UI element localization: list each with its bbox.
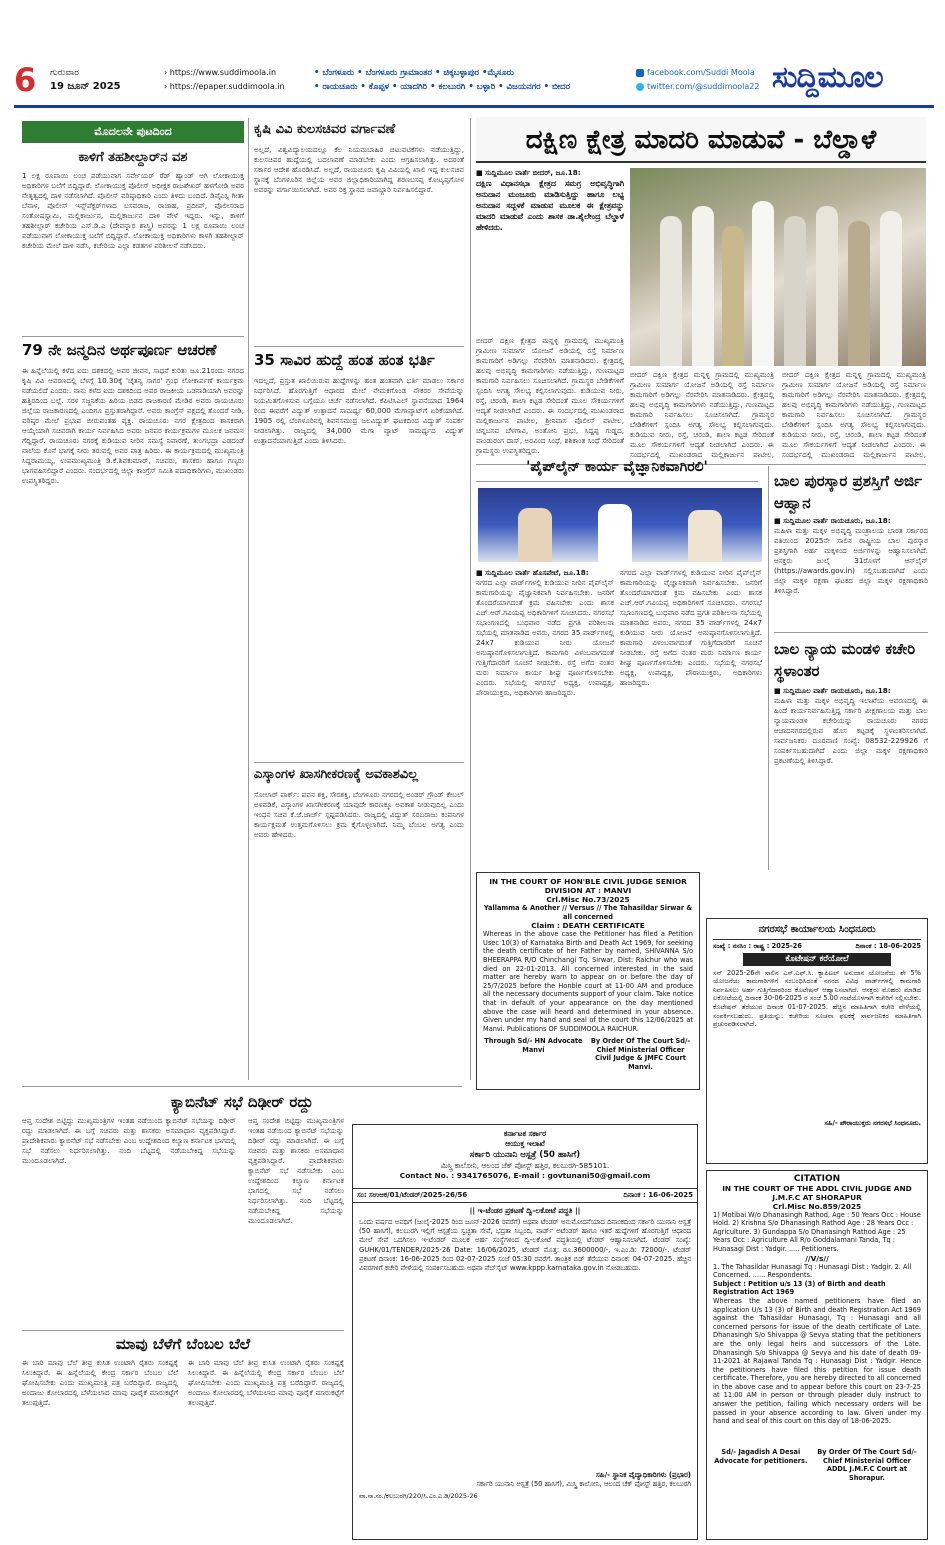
social-links	[636, 66, 759, 94]
story-body: ಸೋಲಾರ್ ಪಾರ್ಕ್: ಪವನ ಶಕ್ತಿ, ಸೌರಶಕ್ತಿ, ಬೆಂಗಳೂರು ನಗರದಲ್ಲಿ ಅಂಡರ್ ಗ್ರೌಂಡ್ ಕೇಬಲ್ ಅಳವಡಿಕೆ, ಎಸ್ಕಾಂಗಳ ಖಾಸಗೀಕರಣಕ್ಕೆ ಯಾವುದೇ ಕಾರಣಕ್ಕೂ ಅವಕಾಶ ನೀಡುವುದಿಲ್ಲ ಎಂದು ಇಂಧನ ಸಚಿವ ಕೆ.ಜೆ.ಜಾರ್ಜ್ ಸ್ಪಷ್ಟಪಡಿಸಿದರು. ರಾಜ್ಯದಲ್ಲಿ ವಿದ್ಯುತ್ ಸರಬರಾಜು ಕಂಪನಿಗಳ ಕಾರ್ಯಕ್ಷಮತೆ ಉತ್ತಮಗೊಳಿಸಲು ಕ್ರಮ ಕೈಗೊಳ್ಳಲಾಗಿದೆ. ನಿಮ್ಮ ಬೆಂಬಲ ಅಗತ್ಯ ಎಂದು ಅವರು ಹೇಳಿದರು.	[254, 790, 464, 839]
tender-ref: ಸಂ: ಸಉಆಕ/01/ಟೆಂಡರ್/2025-26/56	[357, 1191, 468, 1199]
notice-left-sig: Through Sd/- HN Advocate Manvi	[484, 1037, 583, 1054]
story-title: ಕ್ಯಾಬಿನೆಟ್ ಸಭೆ ದಿಢೀರ್ ರದ್ದು	[170, 1093, 314, 1111]
lead-lede: ದಕ್ಷಿಣ ವಿಧಾನಸಭಾ ಕ್ಷೇತ್ರದ ಸಮಗ್ರ ಅಭಿವೃದ್ಧಿಗಾಗಿ ಅನುದಾನ ಮಂಜೂರು ಮಾಡಿಸುತ್ತಿದ್ದು ಹಾಗೂ ಲಭ್ಯ ಅನುದಾನ ಸದ್ಬಳಕೆ ಮಾಡುವ ಮೂಲಕ ಈ ಕ್ಷೇತ್ರವನ್ನು ಮಾದರಿ ಮಾಡುವೆ ಎಂದು ಶಾಸಕ ಡಾ.ಶೈಲೇಂದ್ರ ಬೆಲ್ಡಾಳೆ ಹೇಳಿದರು.	[476, 179, 624, 232]
tender-office: ಸರ್ಕಾರಿ ಯುನಾನಿ ಆಸ್ಪತ್ರೆ (50 ಹಾಸಿಗೆ)	[469, 1150, 581, 1160]
story-body: ಇದಲ್ಲದೆ, ಪ್ರಸ್ತುತ ಖಾಲಿಯಿರುವ ಹುದ್ದೆಗಳನ್ನು ಹಂತ ಹಂತವಾಗಿ ಭರ್ತಿ ಮಾಡಲು ಸರ್ಕಾರ ನಿರ್ಧರಿಸಿದೆ. ಹೊರಗುತ್ತಿಗೆ ಆಧಾರದ ಮೇಲೆ ನೇಮಕಗೊಂಡ ನೌಕರರ ಸೇವೆಯನ್ನು ನಿಯಮಿತಗೊಳಿಸುವ ಬಗ್ಗೆಯೂ ಚರ್ಚೆ ನಡೆಸಲಾಗಿದೆ. ಕೆಪಿಟಿಸಿಎಲ್ ಸ್ಥಾಪನೆಯಾದ 1964 ರಿಂದ ಈವರೆಗೆ ವಿದ್ಯುತ್ ಉತ್ಪಾದನೆ ಸಾಮರ್ಥ್ಯ 60,000 ಮೆಗಾವ್ಯಾಟ್‌ಗೆ ಏರಿಕೆಯಾಗಿದೆ. 1905 ರಲ್ಲಿ ಬೆಂಗಳೂರಿನಲ್ಲಿ ಶಿವನಸಮುದ್ರ ಜಲವಿದ್ಯುತ್ ಘಟಕದಿಂದ ವಿದ್ಯುತ್ ಸಂಪರ್ಕ ನೀಡಲಾಗಿತ್ತು. ರಾಜ್ಯದಲ್ಲಿ 34,000 ಮೆಗಾ ವ್ಯಾಟ್ ಸಾಮರ್ಥ್ಯದ ವಿದ್ಯುತ್ ಉತ್ಪಾದನೆಯಾಗುತ್ತಿದೆ ಎಂದು ತಿಳಿಸಿದರು.	[254, 376, 464, 445]
lead-story-intro	[476, 168, 624, 326]
court-headline: ಬಾಲ ನ್ಯಾಯ ಮಂಡಳಿ ಕಚೇರಿ ಸ್ಥಳಾಂತರ	[774, 640, 916, 680]
notice-title: CITATION	[793, 1174, 841, 1184]
divider	[22, 1086, 462, 1087]
tender-body: ಒಂದು ವರ್ಷದ ಅವಧಿಗೆ (ಜುಲೈ-2025 ರಿಂದ ಜೂನ್-2026 ರವರೆಗೆ) ಅಥವಾ ಟೆಂಡರ್ ಅನುಮೋದನೆಯಾದ ದಿನಾಂಕದಿಂದ ಸರ್ಕಾರಿ ಯುನಾನಿ ಆಸ್ಪತ್ರೆ (50 ಹಾಸಿಗೆ), ಕಲಬುರಗಿ ಇಲ್ಲಿಗೆ ಆಸ್ಪತ್ರೆಯ ಸ್ವಚ್ಛತಾ ಸೇವೆ, ಭದ್ರತಾ ಸಿಬ್ಬಂದಿ, ವಾರ್ಡ್ ಅಟೆಂಡರ್ ಹಾಗೂ ಇತರೆ ಹುದ್ದೆಗಳಿಗೆ ಹೊರಗುತ್ತಿಗೆ ಆಧಾರದ ಮೇಲೆ ಸೇವೆ ಒದಗಿಸಲು ಇ-ಟೆಂಡರ್ ಮೂಲಕ ಅರ್ಹ ಸಂಸ್ಥೆಗಳಿಂದ ದ್ವಿ-ಲಕೋಟೆ ಪದ್ಧತಿಯಲ್ಲಿ ಟೆಂಡರ್ ಆಹ್ವಾನಿಸಲಾಗಿದೆ. ಟೆಂಡರ್ ಸಂಖ್ಯೆ: GUHK/01/TENDER/2025-26 Date: 16/06/2025, ಟೆಂಡರ್ ಮೊತ್ತ: ರೂ.3600000/-, ಇ.ಎಂ.ಡಿ: 72000/-. ಟೆಂಡರ್ ಪ್ರಕಟಣೆ ದಿನಾಂಕ: 16-06-2025 ರಿಂದ 02-07-2025 ಸಂಜೆ 05:30 ರವರೆಗೆ. ತಾಂತ್ರಿಕ ಬಿಡ್ ತೆರೆಯುವ ದಿನಾಂಕ: 04-07-2025. ಹೆಚ್ಚಿನ ವಿವರಗಳಿಗೆ ಕಚೇರಿ ವೇಳೆಯಲ್ಲಿ ಸಂಪರ್ಕಿಸಬಹುದು ಅಥವಾ ವೆಬ್‌ಸೈಟ್ www.kppp.karnataka.gov.in ನೋಡಬಹುದು.	[359, 1218, 691, 1273]
notice-body: ಸನ್ 2025-26ನೇ ಸಾಲಿನ ಎಸ್.ಎಫ್.ಸಿ. ಕ್ಯಾಪಿಟಲ್ ಅನುದಾನ ಯೋಜನೆಯ ಶೇ 5% ಯೋಜನೆಯ ಕಾಮಗಾರಿಗಳಿಗೆ ಸಂಬಂಧಿಸಿದಂತೆ ನಗರದ ವಿವಿಧ ವಾರ್ಡ್‌ಗಳಲ್ಲಿ ಕಾಮಗಾರಿ ನಿರ್ವಹಿಸಲು ಅರ್ಹ ಗುತ್ತಿಗೆದಾರರಿಂದ ಕೊಟೇಷನ್ ಆಹ್ವಾನಿಸಲಾಗಿದೆ. ಆಸಕ್ತರು ಮೊಹರು ಮಾಡಿದ ಲಕೋಟೆಯಲ್ಲಿ ದಿನಾಂಕ 30-06-2025 ರ ಸಂಜೆ 5.00 ಗಂಟೆಯೊಳಗಾಗಿ ಕಚೇರಿಗೆ ಸಲ್ಲಿಸಬೇಕು. ಕೊಟೇಷನ್ ತೆರೆಯುವ ದಿನಾಂಕ 01-07-2025. ಹೆಚ್ಚಿನ ಮಾಹಿತಿಗಾಗಿ ಕಚೇರಿ ವೇಳೆಯಲ್ಲಿ ಸಂಪರ್ಕಿಸಬಹುದು. ಪ್ರತಿಯನ್ನು: ಕಚೇರಿಯ ಸೂಚನಾ ಫಲಕಕ್ಕೆ ಸಾರ್ವಜನಿಕರ ಮಾಹಿತಿಗಾಗಿ ಪ್ರಚುರಪಡಿಸಲಾಗಿದೆ.	[713, 968, 921, 1029]
tender-address: ಮಿಸ್ತ್ರಿ ಕಾಲೋನಿ, ಆಲಂದ ಚೆಕ್ ಪೋಸ್ಟ್ ಹತ್ತಿರ, ಕಲಬುರಗಿ-585101.	[440, 1161, 610, 1170]
masthead-rule	[14, 105, 934, 108]
story-tahsildar	[22, 149, 244, 343]
story-title: ಕಾಳಿಗೆ ತಹಶೀಲ್ದಾರ್‌ನ ವಶ	[78, 150, 188, 165]
pipeline-body-2: ನಗರದ ಎಲ್ಲಾ ವಾರ್ಡ್‌ಗಳಲ್ಲಿ ಕುಡಿಯುವ ನೀರಿನ ಪೈಪ್‌ಲೈನ್ ಕಾಮಗಾರಿಯನ್ನು ವೈಜ್ಞಾನಿಕವಾಗಿ ನಿರ್ವಹಿಸಬೇಕು. ಜನರಿಗೆ ತೊಂದರೆಯಾಗದಂತೆ ಕ್ರಮ ವಹಿಸಬೇಕು ಎಂದು ಶಾಸಕ ಎಚ್.ಆರ್.ಗವಿಯಪ್ಪ ಅಧಿಕಾರಿಗಳಿಗೆ ಸೂಚಿಸಿದರು. ನಗರಸಭೆ ಸಭಾಂಗಣದಲ್ಲಿ ಬುಧವಾರ ನಡೆದ ಪ್ರಗತಿ ಪರಿಶೀಲನಾ ಸಭೆಯಲ್ಲಿ ಮಾತನಾಡಿದ ಅವರು, ನಗರದ 35 ವಾರ್ಡ್‌ಗಳಲ್ಲಿ 24x7 ಕುಡಿಯುವ ನೀರು ಯೋಜನೆ ಅನುಷ್ಠಾನಗೊಳಿಸಲಾಗುತ್ತಿದೆ. ಕಾಮಗಾರಿ ವಿಳಂಬವಾಗದಂತೆ ಗುತ್ತಿಗೆದಾರರಿಗೆ ಸೂಚನೆ ನೀಡಬೇಕು. ರಸ್ತೆ ಅಗೆದ ನಂತರ ಮರು ನಿರ್ಮಾಣ ಕಾರ್ಯ ಶೀಘ್ರ ಪೂರ್ಣಗೊಳಿಸಬೇಕು ಎಂದರು. ಸಭೆಯಲ್ಲಿ ನಗರಸಭೆ ಅಧ್ಯಕ್ಷ, ಉಪಾಧ್ಯಕ್ಷ, ಪೌರಾಯುಕ್ತರು, ಅಧಿಕಾರಿಗಳು ಹಾಜರಿದ್ದರು.	[620, 568, 762, 687]
story-body-mango-1: ಈ ಬಾರಿ ಮಾವು ಬೆಲೆ ತೀವ್ರ ಕುಸಿತ ಉಂಟಾಗಿ ರೈತರು ಸಂಕಷ್ಟಕ್ಕೆ ಸಿಲುಕಿದ್ದಾರೆ. ಈ ಹಿನ್ನೆಲೆಯಲ್ಲಿ ಕೇಂದ್ರ ಸರ್ಕಾರ ಬೆಂಬಲ ಬೆಲೆ ಘೋಷಿಸಬೇಕು ಎಂದು ಮುಖ್ಯಮಂತ್ರಿ ಪತ್ರ ಬರೆದಿದ್ದಾರೆ. ರಾಜ್ಯದಲ್ಲಿ ಅಂದಾಜು ಕೋಲಾರದಲ್ಲಿ ಬೆಳೆಯಲಾದ ಮಾವು ಪೂರೈಕೆ ಮಾರುಕಟ್ಟೆಗೆ ತಲುಪುತ್ತಿದೆ.	[22, 1358, 178, 1407]
pipeline-headline: 'ಪೈಪ್‌ಲೈನ್ ಕಾರ್ಯ ವೈಜ್ಞಾನಿಕವಾಗಿರಲಿ'	[476, 452, 758, 482]
notice-subject: Subject : Petition u/s 13 (3) of Birth and death Registration Act 1969	[713, 1279, 886, 1297]
story-body: ಅಲ್ಲದೆ, ವಿಶ್ವವಿದ್ಯಾಲಯದಲ್ಲೂ ಕೆಲ ನಿಯಮಬಾಹಿರ ಚಟುವಟಿಕೆಗಳು ನಡೆಯುತ್ತಿದ್ದು, ಕುಲಸಚಿವರ ಹುದ್ದೆಯಲ್ಲಿ ಬದಲಾವಣೆ ಮಾಡಬೇಕು ಎಂದು ಆಗ್ರಹಿಸಲಾಗಿತ್ತು. ಅದರಂತೆ ಸರ್ಕಾರ ಆದೇಶ ಹೊರಡಿಸಿದೆ. ಅಲ್ಲದೆ, ರಾಯಚೂರು ಕೃಷಿ ವಿವಿಯಲ್ಲಿ ಖಾಲಿ ಇದ್ದ ಕುಲಸಚಿವ ಸ್ಥಾನಕ್ಕೆ ಬೆಂಗಳೂರಿನ ಜಿಲ್ಲೆಯ ಅವರ ಜಿಲ್ಲಾಧಿಕಾರಿಯಾಗಿದ್ದ ಶರಣಬಸಪ್ಪ ಕೋಟ್ಯಪ್ಪಗೋಳ ಅವರನ್ನು ವರ್ಗಾಯಿಸಲಾಗಿದೆ. ಅವರ ರಿಕ್ತ ಸ್ಥಾನದ ಜವಾಬ್ದಾರಿ ನಿರ್ವಹಿಸಲಿದ್ದಾರೆ.	[254, 145, 464, 194]
notice-left-sig: Sd/- Jagadish A Desai Advocate for petitioners.	[714, 1447, 808, 1465]
lead-headline: ದಕ್ಷಿಣ ಕ್ಷೇತ್ರ ಮಾದರಿ ಮಾಡುವೆ - ಬೆಲ್ಡಾಳೆ	[476, 117, 926, 163]
story-body: ಈ ಹಿನ್ನೆಲೆಯಲ್ಲಿ ಕಳೆದ ಐದು ದಶಕದಲ್ಲಿ ಅವರ ಜೀವನ, ಸಾಧನೆ ಕುರಿತು ಜೂ.21ರಂದು ನಗರದ ಕೃಷಿ ವಿವಿ ಆವರಣದಲ್ಲಿ ಬೆಳಗ್ಗೆ 10.30ಕ್ಕೆ 'ಚೈತನ್ಯ ಸಾಗರ' ಗ್ರಂಥ ಲೋಕಾರ್ಪಣೆ ಕಾರ್ಯಕ್ರಮ ನಡೆಯಲಿದೆ ಎಂದರು. ನಾನು ಕಳೆದ ಐದು ದಶಕದಿಂದ ಅವರ ರಾಜಕೀಯ ಒಡನಾಡಿಯಾಗಿ ಅವರನ್ನು ಹತ್ತಿರದಿಂದ ಬಲ್ಲೆ. ಸರಳ ಸಜ್ಜನಿಕೆಯ ಹಿರಿಯ ಬಿಡದ ರಾಜಕಾರಣಿ ಮೇಡಿರ ಅವರು ರಾಯಚೂರು ಜಿಲ್ಲೆಯ ರಾಜಕಾರಣದಲ್ಲಿ ಎಂದಿಗೂ ಪ್ರಸ್ತುತರಾಗಿದ್ದಾರೆ. ಅವರು ಕಾಂಗ್ರೆಸ್ ಪಕ್ಷದಲ್ಲಿ ತೊಂದರೆ ನೀಡಿ, ವರಿಷ್ಠರ ಮೇಲೆ ಪ್ರಭಾವ ಬೀರುವಂತಹ ವ್ಯಕ್ತಿ. ರಾಯಚೂರು ನಗರ ಕ್ಷೇತ್ರದಿಂದ ಶಾಸಕರಾಗಿ ಆಯ್ಕೆಯಾಗಿ ಸಚಿವರಾಗಿ ಕಾರ್ಯ ನಿರ್ವಹಿಸಿದ ಅವರು ಜನಪರ ಕಾರ್ಯಕ್ರಮಗಳ ಮೂಲಕ ಜನಮನ ಗೆದ್ದಿದ್ದಾರೆ. ರಾಯಚೂರು ನಗರಕ್ಕೆ ಕುಡಿಯುವ ನೀರಿನ ಸಮಸ್ಯೆ ನಿವಾರಣೆ, ತುಂಗಭದ್ರಾ ಎಡದಂಡೆ ನಾಲೆಯ ಕೊನೆ ಭಾಗಕ್ಕೆ ನೀರು ತರುವಲ್ಲಿ ಅವರ ಪಾತ್ರ ಹಿರಿದು. ಈ ಕಾರ್ಯಕ್ರಮದಲ್ಲಿ ಮುಖ್ಯಮಂತ್ರಿ ಸಿದ್ದರಾಮಯ್ಯ, ಉಪಮುಖ್ಯಮಂತ್ರಿ ಡಿ.ಕೆ.ಶಿವಕುಮಾರ್, ಸಚಿವರು, ಶಾಸಕರು ಹಾಗೂ ಗಣ್ಯರು ಭಾಗವಹಿಸಲಿದ್ದಾರೆ ಎಂದರು. ಸಂದರ್ಭದಲ್ಲಿ ಜಿಲ್ಲಾ ಕಾಂಗ್ರೆಸ್ ಸಮಿತಿ ಪದಾಧಿಕಾರಿಗಳು, ಮುಖಂಡರು ಉಪಸ್ಥಿತರಿದ್ದರು.	[22, 366, 244, 485]
column-divider	[248, 118, 249, 1080]
epaper-link[interactable]: › https://epaper.suddimoola.in	[164, 82, 285, 91]
column-divider	[470, 118, 471, 1080]
notice-parties: Yallamma & Another // Versus // The Tahasildar Sirwar & all concerned	[483, 904, 693, 921]
lead-dateline: ■ ಸುದ್ದಿಮೂಲ ವಾರ್ತೆ ಬೀದರ್, ಜೂ.18:	[476, 168, 581, 177]
story-title: ಕೃಷಿ ವಿವಿ ಕುಲಸಚಿವರ ವರ್ಗಾವಣೆ	[254, 122, 396, 137]
story-title: 79 ನೇ ಜನ್ಮದಿನ ಅರ್ಥಪೂರ್ಣ ಆಚರಣೆ	[22, 341, 217, 359]
story-cabinet	[22, 1092, 462, 1112]
notice-sign: ಸಹಿ/- ಪೌರಾಯುಕ್ತರು ನಗರಸಭೆ ಸಿಂಧನೂರು.	[824, 1118, 921, 1127]
lead-body-2: ಬೀದರ್ ದಕ್ಷಿಣ ಕ್ಷೇತ್ರದ ಮನ್ನಳ್ಳಿ ಗ್ರಾಮದಲ್ಲಿ ಮುಖ್ಯಮಂತ್ರಿ ಗ್ರಾಮೀಣ ಸುಮಾರ್ಗ ಯೋಜನೆ ಅಡಿಯಲ್ಲಿ ರಸ್ತೆ ನಿರ್ಮಾಣ ಕಾಮಗಾರಿಗೆ ಅಡಿಗಲ್ಲು ನೆರವೇರಿಸಿ ಮಾತನಾಡಿದರು. ಕ್ಷೇತ್ರದಲ್ಲಿ ಹಲವು ಅಭಿವೃದ್ಧಿ ಕಾಮಗಾರಿಗಳು ನಡೆಯುತ್ತಿದ್ದು, ಗುಣಮಟ್ಟದ ಕಾಮಗಾರಿ ನಿರ್ವಹಿಸಲು ಸೂಚಿಸಲಾಗಿದೆ. ಗ್ರಾಮಸ್ಥರ ಬೇಡಿಕೆಗಳಿಗೆ ಸ್ಪಂದಿಸಿ ಅಗತ್ಯ ಸೌಲಭ್ಯ ಕಲ್ಪಿಸಲಾಗುವುದು. ಕುಡಿಯುವ ನೀರು, ರಸ್ತೆ, ಚರಂಡಿ, ಶಾಲಾ ಕಟ್ಟಡ ಸೇರಿದಂತೆ ಮೂಲ ಸೌಕರ್ಯಗಳಿಗೆ ಆದ್ಯತೆ ನೀಡಲಾಗಿದೆ ಎಂದರು. ಈ ಸಂದರ್ಭದಲ್ಲಿ ಮುಖಂಡರಾದ ಮಲ್ಲಿಕಾರ್ಜುನ ಪಾಟೀಲ,	[630, 370, 774, 459]
notice-claim: Claim : DEATH CERTIFICATE	[531, 921, 645, 931]
story-body-cabinet-1: ಆಪ್ತ ಸಂದೇಶ ಬಿಟ್ಟಿದ್ದು ಮುಖ್ಯಮಂತ್ರಿಗಳ ಇಂತಹ ನಡೆಯಿಂದ ಕ್ಯಾಬಿನೆಟ್ ಸಭೆಯನ್ನು ದಿಢೀರ್ ರದ್ದು ಮಾಡಲಾಗಿದೆ. ಈ ಬಗ್ಗೆ ಸಚಿವರು ಮತ್ತು ಶಾಸಕರು ಅಸಮಾಧಾನ ವ್ಯಕ್ತಪಡಿಸಿದ್ದಾರೆ. ಪ್ರಾದೇಶಿಕವಾರು ಕ್ಯಾಬಿನೆಟ್ ಸಭೆ ನಡೆಸಬೇಕು ಎಂಬ ಉದ್ದೇಶದಿಂದ ಕಲ್ಯಾಣ ಕರ್ನಾಟಕ ಭಾಗದಲ್ಲಿ ಸಭೆ ನಡೆಸಲು ನಿರ್ಧರಿಸಲಾಗಿತ್ತು. ನಂದಿ ಬೆಟ್ಟದಲ್ಲಿ ನಡೆಯಬೇಕಿದ್ದ ಸಭೆಯನ್ನು ಮುಂದೂಡಲಾಗಿದೆ.	[22, 1116, 236, 1165]
notice-case: Crl.Misc No.73/2025	[546, 895, 630, 904]
notice-manvi	[476, 872, 700, 1090]
tender-date: ದಿನಾಂಕ : 16-06-2025	[623, 1191, 693, 1199]
notice-body: Whereas the above named petitioners have filed an application U/s 13 (3) of Birth and death Registration Act 1969 against the Tahasildar Hunasagi, Tq : Hunasagi and all concerned persons for issue of the death certificate of Late. Dhanasingh S/o Shivappa @ Sevya stating that the petitioners are the only legal heirs and successors of the Late. Dhanasingh S/o Shivappa @ Sevya and his date of death 09-11-2021 at Rajawal Tanda Tq : Hunasagi Dist : Yadgir. Hence the petitioners have filed this petition for issue death certificate. Therefore, you are hereby directed to all concerned in the above case and to appear before this court on 23-7-25 at 11:00 AM in person or through pleader duly instruct to answer the petition, failing which necessary orders will be passed in your absence according to law. Given under my hand and seal of this court on this day of 18-06-2025.	[713, 1296, 921, 1426]
court-body: ಮಹಿಳಾ ಮತ್ತು ಮಕ್ಕಳ ಅಭಿವೃದ್ಧಿ ಇಲಾಖೆಯ ಆವರಣದಲ್ಲಿ ಈ ಹಿಂದೆ ಕಾರ್ಯನಿರ್ವಹಿಸುತ್ತಿದ್ದ ಸರ್ಕಾರಿ ವೀಕ್ಷಣಾಲಯ ಮತ್ತು ಬಾಲ ನ್ಯಾಯಮಂಡಳಿ ಕಚೇರಿಯನ್ನು ರಾಯಚೂರು ನಗರದ ಆಜಾದನಗರದಲ್ಲಿರುವ ಹೊಸ ಕಟ್ಟಡಕ್ಕೆ ಸ್ಥಳಾಂತರಿಸಲಾಗಿದೆ. ಸಾರ್ವಜನಿಕರು ದೂರವಾಣಿ ಸಂಖ್ಯೆ: 08532-229926 ಗೆ ಸಂಪರ್ಕಿಸಬಹುದಾಗಿದೆ ಎಂದು ಜಿಲ್ಲಾ ಮಕ್ಕಳ ರಕ್ಷಣಾಧಿಕಾರಿ ಪ್ರಕಟಣೆಯಲ್ಲಿ ತಿಳಿಸಿದ್ದಾರೆ.	[774, 696, 928, 765]
divider	[22, 1330, 344, 1331]
tender-subject: || ಇ-ಟೆಂಡರ ಪ್ರಕಟಣೆ ದ್ವಿ-ಲಕೋಟೆ ಪದ್ಧತಿ ||	[469, 1206, 581, 1215]
page-number: 6	[14, 61, 37, 99]
pipeline-photo	[478, 488, 762, 562]
award-body: ಮಹಿಳಾ ಮತ್ತು ಮಕ್ಕಳ ಅಭಿವೃದ್ಧಿ ಮಂತ್ರಾಲಯ ಭಾರತ ಸರ್ಕಾರದ ವತಿಯಿಂದ 2025ನೇ ಸಾಲಿನ ರಾಷ್ಟ್ರೀಯ ಬಾಲ ಪುರಸ್ಕಾರ ಪ್ರಶಸ್ತಿಗಾಗಿ ಅರ್ಹ ಮಕ್ಕಳಿಂದ ಅರ್ಜಿಗಳನ್ನು ಆಹ್ವಾನಿಸಲಾಗಿದೆ. ಆಸಕ್ತರು ಜುಲೈ 31ರೊಳಗೆ ಆನ್‌ಲೈನ್ (https://awards.gov.in) ಸಲ್ಲಿಸಬಹುದಾಗಿದೆ ಎಂದು ಜಿಲ್ಲಾ ಮಕ್ಕಳ ರಕ್ಷಣಾ ಘಟಕದ ಜಿಲ್ಲಾ ಮಕ್ಕಳ ರಕ್ಷಣಾಧಿಕಾರಿ ತಿಳಿಸಿದ್ದಾರೆ.	[774, 526, 928, 595]
tender-gov: ಕರ್ನಾಟಕ ಸರ್ಕಾರ	[503, 1129, 547, 1138]
notice-court: IN THE COURT OF THE ADDL CIVIL JUDGE AND J.M.F.C AT SHORAPUR	[722, 1183, 912, 1202]
notice-sindhanur	[706, 918, 928, 1164]
tender-sign-title: ಸಹಿ/- ಸ್ಥಾನಿಕ ವೈದ್ಯಾಧಿಕಾರಿಗಳು (ಪ್ರಭಾರ)	[596, 1471, 691, 1479]
notice-shorapur	[706, 1170, 928, 1540]
facebook-icon	[636, 69, 644, 77]
notice-sub: ಕೊಟೇಷನ್ ಕರೆಯೋಲೆ	[743, 953, 891, 966]
story-title: 35 ಸಾವಿರ ಹುದ್ದೆ ಹಂತ ಹಂತ ಭರ್ತಿ	[254, 351, 435, 369]
tender-contact: Contact No. : 9341765076, E-mail : govtunani50@gmail.com	[399, 1171, 651, 1180]
story-escom	[254, 766, 464, 1082]
divider	[774, 632, 928, 633]
date: 19 ಜೂನ್ 2025	[50, 81, 121, 92]
divider	[22, 336, 244, 337]
section-banner: ಮೊದಲನೇ ಪುಟದಿಂದ	[22, 121, 244, 143]
lead-body-1: ಬೀದರ್ ದಕ್ಷಿಣ ಕ್ಷೇತ್ರದ ಮನ್ನಳ್ಳಿ ಗ್ರಾಮದಲ್ಲಿ ಮುಖ್ಯಮಂತ್ರಿ ಗ್ರಾಮೀಣ ಸುಮಾರ್ಗ ಯೋಜನೆ ಅಡಿಯಲ್ಲಿ ರಸ್ತೆ ನಿರ್ಮಾಣ ಕಾಮಗಾರಿಗೆ ಅಡಿಗಲ್ಲು ನೆರವೇರಿಸಿ ಮಾತನಾಡಿದರು. ಕ್ಷೇತ್ರದಲ್ಲಿ ಹಲವು ಅಭಿವೃದ್ಧಿ ಕಾಮಗಾರಿಗಳು ನಡೆಯುತ್ತಿದ್ದು, ಗುಣಮಟ್ಟದ ಕಾಮಗಾರಿ ನಿರ್ವಹಿಸಲು ಸೂಚಿಸಲಾಗಿದೆ. ಗ್ರಾಮಸ್ಥರ ಬೇಡಿಕೆಗಳಿಗೆ ಸ್ಪಂದಿಸಿ ಅಗತ್ಯ ಸೌಲಭ್ಯ ಕಲ್ಪಿಸಲಾಗುವುದು. ಕುಡಿಯುವ ನೀರು, ರಸ್ತೆ, ಚರಂಡಿ, ಶಾಲಾ ಕಟ್ಟಡ ಸೇರಿದಂತೆ ಮೂಲ ಸೌಕರ್ಯಗಳಿಗೆ ಆದ್ಯತೆ ನೀಡಲಾಗಿದೆ ಎಂದರು. ಈ ಸಂದರ್ಭದಲ್ಲಿ ಮುಖಂಡರಾದ ಮಲ್ಲಿಕಾರ್ಜುನ ಪಾಟೀಲ, ಶ್ರೀನಿವಾಸ ಪೊಲೀಸ್ ಪಾಟೀಲ, ಚನ್ನಬಸವ ಬೆಳಗಾವಿ, ಅಂತೋನಿ ಪ್ರಭು, ಸಿದ್ದಪ್ಪ ಗುಡ್ಡದ, ಪಾಂಡುರಂಗ ದಾಸ್, ಅರವಿಂದ ಸಿಂಧೆ, ಶಶಿಕಾಂತ ಸಿಂಧೆ ಸೇರಿದಂತೆ ಗ್ರಾಮಸ್ಥರು ಉಪಸ್ಥಿತರಿದ್ದರು.	[476, 336, 624, 455]
story-body-cabinet-2: ಆಪ್ತ ಸಂದೇಶ ಬಿಟ್ಟಿದ್ದು ಮುಖ್ಯಮಂತ್ರಿಗಳ ಇಂತಹ ನಡೆಯಿಂದ ಕ್ಯಾಬಿನೆಟ್ ಸಭೆಯನ್ನು ದಿಢೀರ್ ರದ್ದು ಮಾಡಲಾಗಿದೆ. ಈ ಬಗ್ಗೆ ಸಚಿವರು ಮತ್ತು ಶಾಸಕರು ಅಸಮಾಧಾನ ವ್ಯಕ್ತಪಡಿಸಿದ್ದಾರೆ. ಪ್ರಾದೇಶಿಕವಾರು ಕ್ಯಾಬಿನೆಟ್ ಸಭೆ ನಡೆಸಬೇಕು ಎಂಬ ಉದ್ದೇಶದಿಂದ ಕಲ್ಯಾಣ ಕರ್ನಾಟಕ ಭಾಗದಲ್ಲಿ ಸಭೆ ನಡೆಸಲು ನಿರ್ಧರಿಸಲಾಗಿತ್ತು. ನಂದಿ ಬೆಟ್ಟದಲ್ಲಿ ನಡೆಯಬೇಕಿದ್ದ ಸಭೆಯನ್ನು ಮುಂದೂಡಲಾಗಿದೆ.	[248, 1116, 344, 1225]
notice-respondents: 1. The Tahasildar Hunasagi Tq : Hunasagi Dist : Yadgir. 2. All Concerned. ...... Respondents.	[713, 1262, 912, 1280]
lead-body-3: ಬೀದರ್ ದಕ್ಷಿಣ ಕ್ಷೇತ್ರದ ಮನ್ನಳ್ಳಿ ಗ್ರಾಮದಲ್ಲಿ ಮುಖ್ಯಮಂತ್ರಿ ಗ್ರಾಮೀಣ ಸುಮಾರ್ಗ ಯೋಜನೆ ಅಡಿಯಲ್ಲಿ ರಸ್ತೆ ನಿರ್ಮಾಣ ಕಾಮಗಾರಿಗೆ ಅಡಿಗಲ್ಲು ನೆರವೇರಿಸಿ ಮಾತನಾಡಿದರು. ಕ್ಷೇತ್ರದಲ್ಲಿ ಹಲವು ಅಭಿವೃದ್ಧಿ ಕಾಮಗಾರಿಗಳು ನಡೆಯುತ್ತಿದ್ದು, ಗುಣಮಟ್ಟದ ಕಾಮಗಾರಿ ನಿರ್ವಹಿಸಲು ಸೂಚಿಸಲಾಗಿದೆ. ಗ್ರಾಮಸ್ಥರ ಬೇಡಿಕೆಗಳಿಗೆ ಸ್ಪಂದಿಸಿ ಅಗತ್ಯ ಸೌಲಭ್ಯ ಕಲ್ಪಿಸಲಾಗುವುದು. ಕುಡಿಯುವ ನೀರು, ರಸ್ತೆ, ಚರಂಡಿ, ಶಾಲಾ ಕಟ್ಟಡ ಸೇರಿದಂತೆ ಮೂಲ ಸೌಕರ್ಯಗಳಿಗೆ ಆದ್ಯತೆ ನೀಡಲಾಗಿದೆ ಎಂದರು. ಈ ಸಂದರ್ಭದಲ್ಲಿ ಮುಖಂಡರಾದ ಮಲ್ಲಿಕಾರ್ಜುನ ಪಾಟೀಲ,	[782, 370, 926, 459]
divider	[254, 346, 464, 347]
tender-dept: ಆಯುಕ್ತ ಇಲಾಖೆ	[505, 1139, 545, 1148]
pipeline-body-1: ನಗರದ ಎಲ್ಲಾ ವಾರ್ಡ್‌ಗಳಲ್ಲಿ ಕುಡಿಯುವ ನೀರಿನ ಪೈಪ್‌ಲೈನ್ ಕಾಮಗಾರಿಯನ್ನು ವೈಜ್ಞಾನಿಕವಾಗಿ ನಿರ್ವಹಿಸಬೇಕು. ಜನರಿಗೆ ತೊಂದರೆಯಾಗದಂತೆ ಕ್ರಮ ವಹಿಸಬೇಕು ಎಂದು ಶಾಸಕ ಎಚ್.ಆರ್.ಗವಿಯಪ್ಪ ಅಧಿಕಾರಿಗಳಿಗೆ ಸೂಚಿಸಿದರು. ನಗರಸಭೆ ಸಭಾಂಗಣದಲ್ಲಿ ಬುಧವಾರ ನಡೆದ ಪ್ರಗತಿ ಪರಿಶೀಲನಾ ಸಭೆಯಲ್ಲಿ ಮಾತನಾಡಿದ ಅವರು, ನಗರದ 35 ವಾರ್ಡ್‌ಗಳಲ್ಲಿ 24x7 ಕುಡಿಯುವ ನೀರು ಯೋಜನೆ ಅನುಷ್ಠಾನಗೊಳಿಸಲಾಗುತ್ತಿದೆ. ಕಾಮಗಾರಿ ವಿಳಂಬವಾಗದಂತೆ ಗುತ್ತಿಗೆದಾರರಿಗೆ ಸೂಚನೆ ನೀಡಬೇಕು. ರಸ್ತೆ ಅಗೆದ ನಂತರ ಮರು ನಿರ್ಮಾಣ ಕಾರ್ಯ ಶೀಘ್ರ ಪೂರ್ಣಗೊಳಿಸಬೇಕು ಎಂದರು. ಸಭೆಯಲ್ಲಿ ನಗರಸಭೆ ಅಧ್ಯಕ್ಷ, ಉಪಾಧ್ಯಕ್ಷ, ಪೌರಾಯುಕ್ತರು, ಅಧಿಕಾರಿಗಳು ಹಾಜರಿದ್ದರು.	[476, 578, 614, 697]
issue-date	[50, 66, 121, 94]
district-list	[314, 66, 570, 94]
lead-photo	[630, 168, 926, 366]
notice-right-sig: By Order Of The Court Sd/- Chief Ministerial Officer Civil Judge & JMFC Court Manvi.	[590, 1037, 691, 1071]
notice-case: Crl.Misc No.859/2025	[772, 1201, 862, 1211]
newspaper-logo: ಸುದ್ದಿಮೂಲ	[772, 60, 883, 95]
story-body-mango-2: ಈ ಬಾರಿ ಮಾವು ಬೆಲೆ ತೀವ್ರ ಕುಸಿತ ಉಂಟಾಗಿ ರೈತರು ಸಂಕಷ್ಟಕ್ಕೆ ಸಿಲುಕಿದ್ದಾರೆ. ಈ ಹಿನ್ನೆಲೆಯಲ್ಲಿ ಕೇಂದ್ರ ಸರ್ಕಾರ ಬೆಂಬಲ ಬೆಲೆ ಘೋಷಿಸಬೇಕು ಎಂದು ಮುಖ್ಯಮಂತ್ರಿ ಪತ್ರ ಬರೆದಿದ್ದಾರೆ. ರಾಜ್ಯದಲ್ಲಿ ಅಂದಾಜು ಕೋಲಾರದಲ್ಲಿ ಬೆಳೆಯಲಾದ ಮಾವು ಪೂರೈಕೆ ಮಾರುಕಟ್ಟೆಗೆ ತಲುಪುತ್ತಿದೆ.	[188, 1358, 344, 1407]
tender-sign-office: ಸರ್ಕಾರಿ ಯುನಾನಿ ಆಸ್ಪತ್ರೆ (50 ಹಾಸಿಗೆ), ಮಿಸ್ತ್ರಿ ಕಾಲೋನಿ, ಆಲಂದ ಚೆಕ್ ಪೋಸ್ಟ್ ಹತ್ತಿರ, ಕಲಬುರಗಿ	[476, 1480, 691, 1488]
story-posts	[254, 350, 464, 760]
tender-footer: ವಾ.ಸಾ.ಸಂ./ಕಲಬುರಗಿ/220/ಸಿ.ಎಂ.ಎ.ಡಿ/2025-26	[359, 1492, 478, 1500]
notice-right-sig: By Order Of The Court Sd/- Chief Ministerial Officer ADDL J.M.F.C Court at Shorapur.	[817, 1447, 917, 1482]
district-row-1: • ಬೆಂಗಳೂರು • ಬೆಂಗಳೂರು ಗ್ರಾಮಾಂತರ • ಚಿಕ್ಕಬಳ್ಳಾಪುರ •ಮೈಸೂರು	[314, 68, 514, 78]
notice-versus: //V/s//	[805, 1253, 829, 1263]
pipeline-dateline: ■ ಸುದ್ದಿಮೂಲ ವಾರ್ತೆ ಹೊಸಪೇಟೆ, ಜೂ.18:	[476, 568, 589, 577]
notice-date: ದಿನಾಂಕ : 18-06-2025	[855, 942, 921, 950]
district-row-2: • ರಾಯಚೂರು • ಕೊಪ್ಪಳ • ಯಾದಗಿರಿ • ಕಲಬುರಗಿ • ಬಳ್ಳಾರಿ • ವಿಜಯನಗರ • ಬೀದರ	[314, 82, 571, 92]
masthead	[14, 62, 934, 102]
notice-title: ನಗರಸಭೆ ಕಾರ್ಯಾಲಯ ಸಿಂಧನೂರು	[713, 923, 921, 940]
website-link[interactable]: › https://www.suddimoola.in	[164, 68, 277, 77]
divider	[254, 762, 464, 763]
website-links	[164, 66, 285, 94]
column-divider	[768, 466, 769, 870]
notice-tender	[352, 1124, 698, 1540]
award-headline: ಬಾಲ ಪುರಸ್ಕಾರ ಪ್ರಶಸ್ತಿಗೆ ಅರ್ಜಿ ಆಹ್ವಾನ	[774, 472, 922, 512]
notice-petitioners: 1) Motibai W/o Dhanasingh Rathod, Age : 50 Years Occ : House Hold. 2) Krishna S/o Dhanasingh Rathod Age : 28 Years Occ : Agriculture. 3) Gundappa S/o Dhanasingh Rathod Age : 25 Years Occ : Agriculture All R/o Goddalamani Tanda, Tq : Hunasagi Dist : Yadgir. ..... Petitioners.	[713, 1210, 921, 1253]
court-dateline: ■ ಸುದ್ದಿಮೂಲ ವಾರ್ತೆ ರಾಯಚೂರು, ಜೂ.18:	[774, 686, 891, 695]
notice-body: Whereas in the above case the Petitioner has filed a Petition Usec 10(3) of Karnataka Birth and Death Act 1969, for seeking the death certificate of her Father by named, SHIVANNA S/o BHEERAPPA R/O Chinchangi Tq. Sirwar, Dist: Raichur who was died on 22-01-2013. All concerned interested in the said matter are hereby warn to appear on or before the day of 25/7/2025 before the Honble court at 11-00 AM and produce all the necessary documents support of your claim. Take notice that in default of your appearance on the day mentioned above the case will heard and determined in your absence. Given under my hand and seal of the court this 12/06/2025 at Manvi. Publications OF SUDDIMOOLA RAICHUR.	[483, 930, 693, 1033]
award-dateline: ■ ಸುದ್ದಿಮೂಲ ವಾರ್ತೆ ರಾಯಚೂರು, ಜೂ.18:	[774, 516, 891, 525]
twitter-link[interactable]: twitter.com/@suddimoola22	[636, 80, 759, 94]
facebook-link[interactable]: facebook.com/Suddi Moola	[636, 66, 759, 80]
story-title: ಎಸ್ಕಾಂಗಳ ಖಾಸಗೀಕರಣಕ್ಕೆ ಅವಕಾಶವಿಲ್ಲ	[254, 767, 419, 782]
story-birthday	[22, 340, 244, 1088]
story-title: ಮಾವು ಬೆಳೆಗೆ ಬೆಂಬಲ ಬೆಲೆ	[115, 1335, 251, 1353]
notice-court: IN THE COURT OF HON'BLE CIVIL JUDGE SENIOR DIVISION AT : MANVI	[489, 877, 687, 895]
story-registrar	[254, 121, 464, 351]
story-body: 1 ಲಕ್ಷ ರೂಪಾಯಿ ಲಂಚ ಪಡೆಯುವಾಗ ಸರ್ವೇಯರ್ ರೆಡ್ ಹ್ಯಾಂಡ್ ಆಗಿ ಲೋಕಾಯುಕ್ತ ಅಧಿಕಾರಿಗಳ ಬಲೆಗೆ ಬಿದ್ದಿದ್ದಾರೆ. ಲೋಕಾಯುಕ್ತ ಪೊಲೀಸ್ ಅಧೀಕ್ಷಕ ರಾಜಶೇಖರ್ ಹಳಗೋಡಿ ಅವರ ನೇತೃತ್ವದಲ್ಲಿ ದಾಳಿ ನಡೆಸಲಾಗಿದೆ. ಪೊಲೀಸ್ ವರಿಷ್ಠಾಧಿಕಾರಿ ಎಂದು ತಿಳಿದು ಬಂದಿದೆ. ಡಿವೈಎಸ್ಪಿ ಗೀತಾ ಬೆನಾಳ, ಪೊಲೀಸ್ ಇನ್ಸ್‌ಪೆಕ್ಟರ್‌ಗಳಾದ ಬಸವರಾಜ, ರಾಜಾಹ, ಪ್ರದೀಪ್, ಪೊಲೀಸರಾದ ಸಂತೋಷಸ್ವಾಮಿ, ಮಲ್ಲಿಕಾರ್ಜುನ, ಮಲ್ಲಿಕಾರ್ಜುನ ದಾಳಿ ವೇಳೆ ಇದ್ದರು. ಇನ್ನು, ಕಾಳಿಗೆ ತಹಶೀಲ್ದಾರ್ ಕಚೇರಿಯ ಎಸ್.ಡಿ.ಎ (ದೇವನ್ನಾರ ಶಾಸ್ತ್ರಿ) ಅವರನ್ನು 1 ಲಕ್ಷ ರೂಪಾಯಿ ಲಂಚ ಪಡೆಯುವಾಗ ಲೋಕಾಯುಕ್ತ ಬಲೆಗೆ ಬಿದ್ದಿದ್ದಾರೆ. ಲೋಕಾಯುಕ್ತ ಅಧಿಕಾರಿಗಳು ಕಾಳಗಿ ತಹಶೀಲ್ದಾರ್ ಕಚೇರಿಯ ಮೇಲೆ ದಾಳಿ ನಡೆಸಿ, ಕಚೇರಿಯ ಎಲ್ಲಾ ಕಡತಗಳ ಪರಿಶೀಲನೆ ನಡೆಸಿದರು.	[22, 171, 244, 250]
story-mango	[22, 1334, 344, 1354]
weekday: ಗುರುವಾರ	[50, 68, 80, 78]
notice-ref: ಸಂಖ್ಯೆ : ನಸಸಿಂ : ರಾಷ್ಟ್ರ : 2025-26	[713, 942, 802, 950]
twitter-icon	[636, 83, 644, 91]
